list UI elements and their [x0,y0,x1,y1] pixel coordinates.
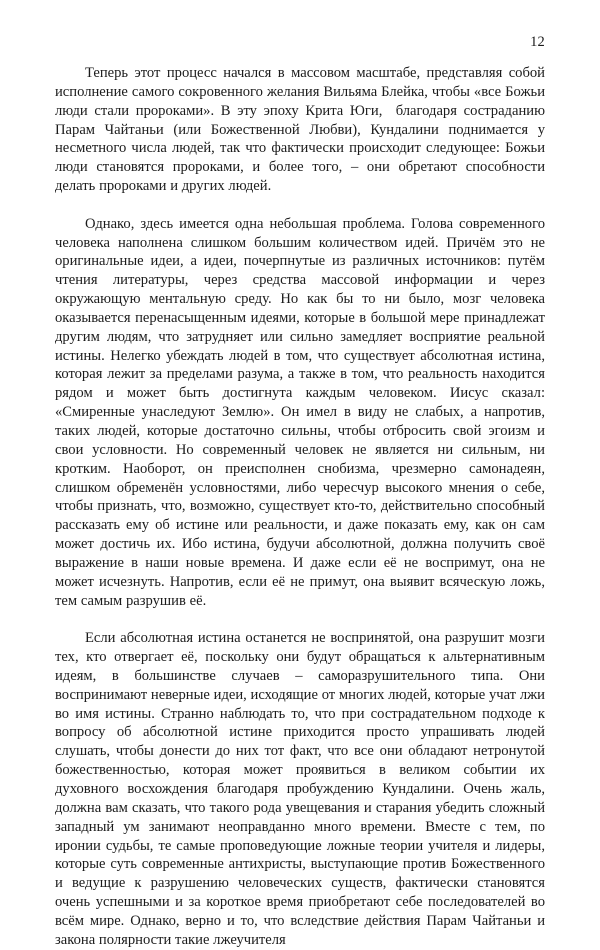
paragraph-3: Если абсолютная истина останется не воспринятой, она разрушит мозги тех, кто отвергает её, поскольку они будут обращаться к альтернативным идеям, в большинстве случаев – саморазрушительного типа. Они воспринимают неверные идеи, исходящие от многих людей, которые учат лжи во имя истины. Странно наблюдать то, что при сострадательном подходе к вопросу об абсолютной истине приходится просто упрашивать людей слушать, чтобы донести до них тот факт, что все они обладают нетронутой божественностью, которая может проявиться в великом событии их духовного восхождения благодаря пробуждению Кундалини. Очень жаль, должна вам сказать, что такого рода увещевания и старания убедить сложный западный ум занимают неоправданно много времени. Вместе с тем, по иронии судьбы, те самые проповедующие ложные теории учителя и лидеры, которые суть современные антихристы, выступающие против Божественного и ведущие к разрушению человеческих существ, фактически становятся очень успешными и за короткое время приобретают себе последователей во всём мире. Однако, верно и то, что вследствие действия Парам Чайтаньи и закона полярности такие лжеучителя [55,630,549,948]
page-body-text [55,64,549,950]
paragraph-2: Однако, здесь имеется одна небольшая проблема. Голова современного человека наполнена слишком большим количеством идей. Причём это не оригинальные идеи, а идеи, почерпнутые из различных источников: путём чтения литературы, через средства массовой информации и через окружающую ментальную среду. Но как бы то ни было, мозг человека оказывается перенасыщенным идеями, которые в большой мере принадлежат другим людям, что затрудняет или сильно замедляет восприятие реальной истины. Нелегко убеждать людей в том, что существует абсолютная истина, которая лежит за пределами разума, а также в том, что реальность находится рядом и может быть достигнута каждым человеком. Иисус сказал: «Смиренные унаследуют Землю». Он имел в виду не слабых, а напротив, таких людей, которые достаточно сильны, чтобы отбросить свой эгоизм и свои условности. Но современный человек не является ни сильным, ни кротким. Наоборот, он преисполнен снобизма, чрезмерно самонадеян, слишком обременён условностями, либо чересчур высокого мнения о себе, чтобы признать, что, возможно, существует кто-то, действительно способный рассказать ему об истине или реальности, и даже показать ему, как он сам может достичь их. Ибо истина, будучи абсолютной, должна получить своё выражение в наши новые времена. И даже если её не воспримут, она не может исчезнуть. Напротив, если её не примут, она выявит всяческую ложь, тем самым разрушив её. [55,215,549,609]
page-number: 12 [530,34,545,50]
paragraph-1: Теперь этот процесс начался в массовом масштабе, представляя собой исполнение самого сокровенного желания Вильяма Блейка, чтобы «все Божьи люди стали пророками». В эту эпоху Крита Юги, благодаря состраданию Парам Чайтаньи (или Божественной Любви), Кундалини поднимается у несметного числа людей, так что фактически происходит следующее: Божьи люди становятся пророками, и более того, – они обретают способности делать пророками и других людей. [55,65,549,195]
